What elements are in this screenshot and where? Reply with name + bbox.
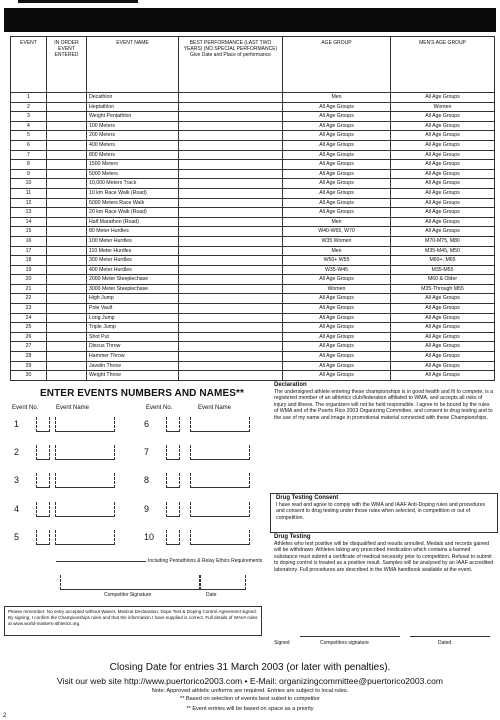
entry-row-number: 10 bbox=[144, 532, 155, 542]
age-group-cell: All Age Groups bbox=[283, 371, 391, 381]
closing-date: Closing Date for entries 31 March 2003 (or later with penalties). bbox=[109, 662, 391, 673]
entry-row-number: 1 bbox=[14, 419, 20, 429]
event-number-cell: 24 bbox=[11, 313, 47, 323]
mens-age-group-cell: M35-M55 bbox=[391, 265, 495, 275]
age-group-cell: All Age Groups bbox=[283, 294, 391, 304]
event-name-cell: 3000 Meter Steeplechase bbox=[87, 284, 179, 294]
order-entry-cell[interactable] bbox=[47, 313, 87, 323]
age-group-cell: All Age Groups bbox=[283, 121, 391, 131]
age-group-cell: All Age Groups bbox=[283, 304, 391, 314]
event-name-field[interactable] bbox=[55, 473, 115, 488]
entry-row-number: 7 bbox=[144, 447, 150, 457]
table-row bbox=[11, 332, 495, 342]
age-group-cell: All Age Groups bbox=[283, 198, 391, 208]
event-number-cell: 8 bbox=[11, 160, 47, 170]
mens-age-group-cell: All Age Groups bbox=[391, 227, 495, 237]
relay-line bbox=[56, 561, 146, 562]
event-number-cell: 25 bbox=[11, 323, 47, 333]
age-group-cell: All Age Groups bbox=[283, 342, 391, 352]
event-number-cell: 19 bbox=[11, 265, 47, 275]
order-entry-cell[interactable] bbox=[47, 371, 87, 381]
footer-note-3: ** Event entries will be based on space as a priority bbox=[186, 706, 314, 712]
drug-testing-title: Drug Testing bbox=[274, 534, 311, 540]
age-group-cell: All Age Groups bbox=[283, 160, 391, 170]
best-performance-cell[interactable] bbox=[179, 236, 283, 246]
mens-age-group-cell: All Age Groups bbox=[391, 332, 495, 342]
date-caption: Date bbox=[206, 592, 217, 598]
age-group-cell: All Age Groups bbox=[283, 313, 391, 323]
order-entry-cell[interactable] bbox=[47, 121, 87, 131]
table-row bbox=[11, 112, 495, 122]
mens-age-group-cell: All Age Groups bbox=[391, 304, 495, 314]
table-row bbox=[11, 313, 495, 323]
best-performance-cell[interactable] bbox=[179, 131, 283, 141]
best-performance-cell[interactable] bbox=[179, 93, 283, 103]
event-name-cell: 1500 Meters bbox=[87, 160, 179, 170]
table-row bbox=[11, 352, 495, 362]
event-name-cell: 110 Meter Hurdles bbox=[87, 246, 179, 256]
event-name-field[interactable] bbox=[190, 417, 250, 432]
event-name-field[interactable] bbox=[190, 445, 250, 460]
event-name-cell: 200 Meters bbox=[87, 131, 179, 141]
event-number-cell: 27 bbox=[11, 342, 47, 352]
best-performance-cell[interactable] bbox=[179, 313, 283, 323]
entry-col-event-name-left: Event Name bbox=[56, 405, 90, 411]
table-row bbox=[11, 208, 495, 218]
entry-row-number: 4 bbox=[14, 504, 20, 514]
event-number-cell: 4 bbox=[11, 121, 47, 131]
table-row bbox=[11, 361, 495, 371]
event-number-cell: 26 bbox=[11, 332, 47, 342]
event-number-cell: 22 bbox=[11, 294, 47, 304]
event-number-cell: 12 bbox=[11, 198, 47, 208]
best-performance-cell[interactable] bbox=[179, 294, 283, 304]
table-row bbox=[11, 179, 495, 189]
header-age-group: AGE GROUP bbox=[283, 37, 391, 93]
order-entry-cell[interactable] bbox=[47, 131, 87, 141]
footer-note-1: Note: Approved athletic uniforms are required. Entries are subject to local rules. bbox=[151, 688, 349, 694]
age-group-cell: All Age Groups bbox=[283, 361, 391, 371]
mens-age-group-cell: All Age Groups bbox=[391, 198, 495, 208]
best-performance-cell[interactable] bbox=[179, 121, 283, 131]
header-rule bbox=[18, 0, 138, 3]
best-performance-cell[interactable] bbox=[179, 198, 283, 208]
event-number-cell: 3 bbox=[11, 112, 47, 122]
order-entry-cell[interactable] bbox=[47, 361, 87, 371]
mens-age-group-cell: M60 & Older bbox=[391, 275, 495, 285]
event-name-cell: Hammer Throw bbox=[87, 352, 179, 362]
event-number-cell: 6 bbox=[11, 140, 47, 150]
best-performance-cell[interactable] bbox=[179, 246, 283, 256]
event-name-cell: 100 Meters bbox=[87, 121, 179, 131]
entry-col-event-name-right: Event Name bbox=[198, 405, 232, 411]
mens-age-group-cell: All Age Groups bbox=[391, 179, 495, 189]
order-entry-cell[interactable] bbox=[47, 140, 87, 150]
table-row bbox=[11, 304, 495, 314]
header-event-name: EVENT NAME bbox=[87, 37, 179, 93]
best-performance-cell[interactable] bbox=[179, 323, 283, 333]
event-name-cell: Shot Put bbox=[87, 332, 179, 342]
event-number-field[interactable] bbox=[166, 445, 180, 460]
event-name-cell: 2000 Meter Steeplechase bbox=[87, 275, 179, 285]
entry-col-event-no-left: Event No. bbox=[12, 405, 39, 411]
mens-age-group-cell: All Age Groups bbox=[391, 93, 495, 103]
event-name-cell: 10 km Race Walk (Road) bbox=[87, 188, 179, 198]
order-entry-cell[interactable] bbox=[47, 188, 87, 198]
event-name-cell: High Jump bbox=[87, 294, 179, 304]
age-group-cell: All Age Groups bbox=[283, 169, 391, 179]
mens-age-group-cell: All Age Groups bbox=[391, 294, 495, 304]
table-row bbox=[11, 284, 495, 294]
entry-title: ENTER EVENTS NUMBERS AND NAMES** bbox=[40, 388, 244, 399]
event-number-cell: 5 bbox=[11, 131, 47, 141]
age-group-cell: Women bbox=[283, 284, 391, 294]
event-name-field[interactable] bbox=[55, 502, 115, 517]
table-row bbox=[11, 294, 495, 304]
header-best-performance: BEST PERFORMANCE (LAST TWO YEARS) (NO SPECIAL PERFORMANCE) Give Date and Place of performance bbox=[179, 37, 283, 93]
event-number-cell: 28 bbox=[11, 352, 47, 362]
event-name-cell: Triple Jump bbox=[87, 323, 179, 333]
best-performance-cell[interactable] bbox=[179, 150, 283, 160]
mens-age-group-cell: All Age Groups bbox=[391, 131, 495, 141]
header-event: EVENT bbox=[11, 37, 47, 93]
mens-age-group-cell: Women bbox=[391, 102, 495, 112]
table-row bbox=[11, 188, 495, 198]
dated-line bbox=[410, 636, 490, 637]
event-number-field[interactable] bbox=[36, 473, 50, 488]
age-group-cell: Men bbox=[283, 246, 391, 256]
mens-age-group-cell: All Age Groups bbox=[391, 140, 495, 150]
age-group-cell: Men bbox=[283, 217, 391, 227]
entry-row-number: 5 bbox=[14, 532, 20, 542]
age-group-cell: All Age Groups bbox=[283, 150, 391, 160]
best-performance-cell[interactable] bbox=[179, 342, 283, 352]
page-number: 2 bbox=[3, 713, 7, 719]
age-group-cell: All Age Groups bbox=[283, 275, 391, 285]
mens-age-group-cell: All Age Groups bbox=[391, 361, 495, 371]
order-entry-cell[interactable] bbox=[47, 217, 87, 227]
footer-note-2: ** Based on selection of events best suited to competitor bbox=[180, 696, 320, 702]
event-number-cell: 2 bbox=[11, 102, 47, 112]
event-name-field[interactable] bbox=[190, 502, 250, 517]
table-row bbox=[11, 342, 495, 352]
order-entry-cell[interactable] bbox=[47, 160, 87, 170]
event-number-cell: 1 bbox=[11, 93, 47, 103]
best-performance-cell[interactable] bbox=[179, 102, 283, 112]
event-number-cell: 21 bbox=[11, 284, 47, 294]
age-group-cell: Men bbox=[283, 93, 391, 103]
event-number-cell: 14 bbox=[11, 217, 47, 227]
event-number-cell: 16 bbox=[11, 236, 47, 246]
best-performance-cell[interactable] bbox=[179, 275, 283, 285]
event-number-cell: 9 bbox=[11, 169, 47, 179]
order-entry-cell[interactable] bbox=[47, 294, 87, 304]
table-row bbox=[11, 140, 495, 150]
event-name-cell: Pole Vault bbox=[87, 304, 179, 314]
event-number-field[interactable] bbox=[166, 530, 180, 545]
event-number-cell: 29 bbox=[11, 361, 47, 371]
event-number-cell: 30 bbox=[11, 371, 47, 381]
age-group-cell: W35 Women bbox=[283, 236, 391, 246]
order-entry-cell[interactable] bbox=[47, 93, 87, 103]
entry-row-number: 9 bbox=[144, 504, 150, 514]
best-performance-cell[interactable] bbox=[179, 256, 283, 266]
event-number-field[interactable] bbox=[166, 417, 180, 432]
event-name-cell: 100 Meter Hurdles bbox=[87, 236, 179, 246]
table-row bbox=[11, 227, 495, 237]
mens-age-group-cell: All Age Groups bbox=[391, 160, 495, 170]
mens-age-group-cell: All Age Groups bbox=[391, 169, 495, 179]
event-name-cell: 10,000 Meters Track bbox=[87, 179, 179, 189]
table-row bbox=[11, 275, 495, 285]
event-number-cell: 13 bbox=[11, 208, 47, 218]
table-row bbox=[11, 323, 495, 333]
table-row bbox=[11, 246, 495, 256]
event-name-field[interactable] bbox=[55, 417, 115, 432]
mens-age-group-cell: All Age Groups bbox=[391, 371, 495, 381]
mens-age-group-cell: All Age Groups bbox=[391, 323, 495, 333]
age-group-cell: All Age Groups bbox=[283, 332, 391, 342]
table-row bbox=[11, 265, 495, 275]
mens-age-group-cell: All Age Groups bbox=[391, 188, 495, 198]
mens-age-group-cell: All Age Groups bbox=[391, 352, 495, 362]
event-name-cell: 5000 Meters Race Walk bbox=[87, 198, 179, 208]
event-number-cell: 17 bbox=[11, 246, 47, 256]
event-name-cell: 80 Meter Hurdles bbox=[87, 227, 179, 237]
age-group-cell: All Age Groups bbox=[283, 208, 391, 218]
best-performance-cell[interactable] bbox=[179, 284, 283, 294]
best-performance-cell[interactable] bbox=[179, 217, 283, 227]
event-name-field[interactable] bbox=[190, 530, 250, 545]
event-number-field[interactable] bbox=[36, 530, 50, 545]
event-number-field[interactable] bbox=[36, 445, 50, 460]
best-performance-cell[interactable] bbox=[179, 227, 283, 237]
entry-row-number: 2 bbox=[14, 447, 20, 457]
declaration-text: The undersigned athlete entering these championships is in good health and fit to compete, is a registered member of an athletics club/federation affiliated to WMA, and accepts all risks of injury and illness. The organizers will not be held responsible. I agree to be bound by the rules of WMA and of the Puerto Rico 2003 Organizing Committee, and consent to drug testing and to the use of my name and image in promotional material connected with these Championships. bbox=[274, 388, 494, 421]
age-group-cell: W50+ W55 bbox=[283, 256, 391, 266]
mens-age-group-cell: All Age Groups bbox=[391, 217, 495, 227]
event-name-cell: 5000 Meters bbox=[87, 169, 179, 179]
order-entry-cell[interactable] bbox=[47, 198, 87, 208]
age-group-cell: All Age Groups bbox=[283, 112, 391, 122]
waiver-note: Please remember: No entry accepted without Waiver, Medical Declaration, Dope Test & Doping Control Agreement signed. By signing, I confirm the Championships rules and that the information I have supplied is correct. Full details of WAVA rules at www.world-masters-athletics.org. bbox=[4, 606, 262, 636]
mens-age-group-cell: M60+, M65 bbox=[391, 256, 495, 266]
order-entry-cell[interactable] bbox=[47, 169, 87, 179]
best-performance-cell[interactable] bbox=[179, 332, 283, 342]
competitor-signature-field[interactable] bbox=[60, 575, 200, 590]
table-row bbox=[11, 217, 495, 227]
order-entry-cell[interactable] bbox=[47, 112, 87, 122]
best-performance-cell[interactable] bbox=[179, 140, 283, 150]
order-entry-cell[interactable] bbox=[47, 227, 87, 237]
mens-age-group-cell: All Age Groups bbox=[391, 208, 495, 218]
date-field[interactable] bbox=[200, 575, 246, 590]
event-name-cell: Decathlon bbox=[87, 93, 179, 103]
best-performance-cell[interactable] bbox=[179, 352, 283, 362]
table-row bbox=[11, 256, 495, 266]
event-number-field[interactable] bbox=[166, 473, 180, 488]
event-name-cell: Weight Throw bbox=[87, 371, 179, 381]
table-row bbox=[11, 102, 495, 112]
mens-age-group-cell: All Age Groups bbox=[391, 313, 495, 323]
best-performance-cell[interactable] bbox=[179, 169, 283, 179]
event-name-field[interactable] bbox=[55, 445, 115, 460]
table-row bbox=[11, 371, 495, 381]
table-row bbox=[11, 160, 495, 170]
best-performance-cell[interactable] bbox=[179, 265, 283, 275]
event-name-cell: Javelin Throw bbox=[87, 361, 179, 371]
order-entry-cell[interactable] bbox=[47, 236, 87, 246]
event-number-cell: 23 bbox=[11, 304, 47, 314]
dated-caption: Dated bbox=[438, 640, 452, 646]
event-number-cell: 15 bbox=[11, 227, 47, 237]
order-entry-cell[interactable] bbox=[47, 256, 87, 266]
event-number-field[interactable] bbox=[36, 502, 50, 517]
order-entry-cell[interactable] bbox=[47, 304, 87, 314]
declaration-title: Declaration bbox=[274, 382, 307, 388]
table-row bbox=[11, 131, 495, 141]
event-name-cell: 300 Meter Hurdles bbox=[87, 256, 179, 266]
order-entry-cell[interactable] bbox=[47, 323, 87, 333]
event-name-cell: Heptathlon bbox=[87, 102, 179, 112]
event-name-cell: 400 Meters bbox=[87, 140, 179, 150]
order-entry-cell[interactable] bbox=[47, 246, 87, 256]
event-number-field[interactable] bbox=[36, 417, 50, 432]
order-entry-cell[interactable] bbox=[47, 265, 87, 275]
best-performance-cell[interactable] bbox=[179, 304, 283, 314]
event-number-cell: 7 bbox=[11, 150, 47, 160]
age-group-cell: All Age Groups bbox=[283, 179, 391, 189]
signed-caption: Signed bbox=[274, 640, 290, 646]
table-row bbox=[11, 198, 495, 208]
signature-line bbox=[300, 636, 400, 637]
mens-age-group-cell: All Age Groups bbox=[391, 150, 495, 160]
relay-note: Including Pentathlons & Relay Ethics Requirements bbox=[148, 558, 263, 564]
order-entry-cell[interactable] bbox=[47, 342, 87, 352]
best-performance-cell[interactable] bbox=[179, 208, 283, 218]
age-group-cell: All Age Groups bbox=[283, 131, 391, 141]
age-group-cell: All Age Groups bbox=[283, 323, 391, 333]
age-group-cell: All Age Groups bbox=[283, 352, 391, 362]
event-name-cell: Weight Pentathlon bbox=[87, 112, 179, 122]
entry-row-number: 6 bbox=[144, 419, 150, 429]
entry-row-number: 3 bbox=[14, 475, 20, 485]
order-entry-cell[interactable] bbox=[47, 208, 87, 218]
event-number-cell: 10 bbox=[11, 179, 47, 189]
best-performance-cell[interactable] bbox=[179, 160, 283, 170]
best-performance-cell[interactable] bbox=[179, 112, 283, 122]
entry-col-event-no-right: Event No. bbox=[146, 405, 173, 411]
event-number-cell: 11 bbox=[11, 188, 47, 198]
mens-age-group-cell: M35-M45, M50 bbox=[391, 246, 495, 256]
best-performance-cell[interactable] bbox=[179, 188, 283, 198]
age-group-cell: All Age Groups bbox=[283, 188, 391, 198]
competitor-signature-caption: Competitor Signature bbox=[104, 592, 152, 598]
event-number-cell: 20 bbox=[11, 275, 47, 285]
title-banner bbox=[4, 8, 496, 32]
best-performance-cell[interactable] bbox=[179, 371, 283, 381]
mens-age-group-cell: M70-M75, M80 bbox=[391, 236, 495, 246]
order-entry-cell[interactable] bbox=[47, 179, 87, 189]
event-name-cell: Half Marathon (Road) bbox=[87, 217, 179, 227]
event-number-cell: 18 bbox=[11, 256, 47, 266]
order-entry-cell[interactable] bbox=[47, 284, 87, 294]
table-row bbox=[11, 121, 495, 131]
order-entry-cell[interactable] bbox=[47, 102, 87, 112]
best-performance-cell[interactable] bbox=[179, 179, 283, 189]
header-mens-age-group: MEN'S AGE GROUP bbox=[391, 37, 495, 93]
mens-age-group-cell: All Age Groups bbox=[391, 112, 495, 122]
event-name-cell: Discus Throw bbox=[87, 342, 179, 352]
order-entry-cell[interactable] bbox=[47, 332, 87, 342]
order-entry-cell[interactable] bbox=[47, 150, 87, 160]
header-order: IN ORDER EVENT ENTERED bbox=[47, 37, 87, 93]
event-name-cell: 20 km Race Walk (Road) bbox=[87, 208, 179, 218]
drug-consent-text: I have read and agree to comply with the WMA and IAAF Anti-Doping rules and procedures and consent to drug testing under those rules when selected, in competition or out of competition. bbox=[276, 501, 486, 521]
event-number-field[interactable] bbox=[166, 502, 180, 517]
table-row bbox=[11, 236, 495, 246]
mens-age-group-cell: All Age Groups bbox=[391, 342, 495, 352]
best-performance-cell[interactable] bbox=[179, 361, 283, 371]
age-group-cell: All Age Groups bbox=[283, 102, 391, 112]
table-row bbox=[11, 169, 495, 179]
table-row bbox=[11, 93, 495, 103]
order-entry-cell[interactable] bbox=[47, 352, 87, 362]
age-group-cell: W40-W65, W70 bbox=[283, 227, 391, 237]
website-line[interactable]: Visit our web site http://www.puertorico2003.com • E-Mail: organizingcommittee@puertorico2003.com bbox=[56, 676, 444, 686]
age-group-cell: All Age Groups bbox=[283, 140, 391, 150]
event-name-field[interactable] bbox=[190, 473, 250, 488]
event-name-cell: 800 Meters bbox=[87, 150, 179, 160]
drug-testing-text: Athletes who test positive will be disqualified and results annulled. Medals and records gained will be withdrawn. Athletes taking any prescribed medication which contains a banned substance must submit a certificate of medical necessity prior to competition. Refusal to submit to doping control is treated as a positive result. Samples will be analysed by an IAAF accredited laboratory. Full procedures are described in the WMA handbook available at the event. bbox=[274, 540, 494, 573]
entry-row-number: 8 bbox=[144, 475, 150, 485]
age-group-cell: W35-W45 bbox=[283, 265, 391, 275]
mens-age-group-cell: All Age Groups bbox=[391, 121, 495, 131]
table-row bbox=[11, 150, 495, 160]
competitor-sig-caption: Competitors signature bbox=[320, 640, 369, 646]
drug-consent-title: Drug Testing Consent bbox=[276, 495, 339, 501]
event-name-cell: Long Jump bbox=[87, 313, 179, 323]
event-name-cell: 400 Meter Hurdles bbox=[87, 265, 179, 275]
events-table bbox=[10, 36, 495, 381]
mens-age-group-cell: M35-Through M55 bbox=[391, 284, 495, 294]
event-name-field[interactable] bbox=[55, 530, 115, 545]
order-entry-cell[interactable] bbox=[47, 275, 87, 285]
